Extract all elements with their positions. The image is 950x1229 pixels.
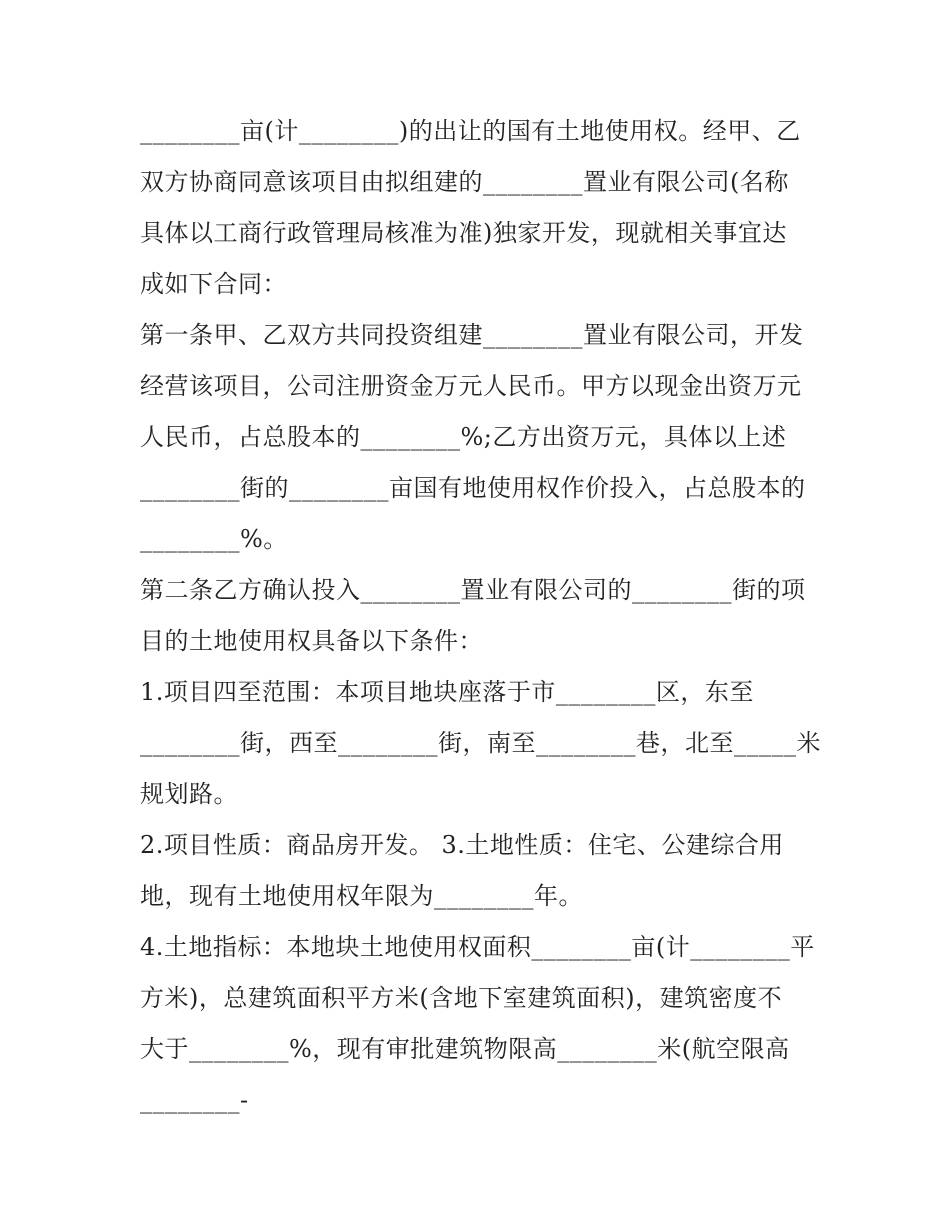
text-line: 规划路。	[140, 780, 238, 808]
article-2-line: 第二条乙方确认投入________置业有限公司的________街的项	[140, 576, 806, 604]
item-1-line: 1.项目四至范围：本项目地块座落于市________区，东至	[140, 678, 754, 706]
text-line: ________-	[140, 1086, 249, 1114]
text-line: ________%。	[140, 525, 288, 553]
text-line: ________街的________亩国有地使用权作价投入，占总股本的	[140, 474, 806, 502]
text-line: ________亩(计________)的出让的国有土地使用权。经甲、乙	[140, 117, 801, 145]
text-line: 方米)，总建筑面积平方米(含地下室建筑面积)，建筑密度不	[140, 984, 783, 1012]
document-page	[140, 106, 820, 1126]
item-4-line: 4.土地指标：本地块土地使用权面积________亩(计________平	[140, 933, 815, 961]
item-2-3-line: 2.项目性质：商品房开发。 3.土地性质：住宅、公建综合用	[140, 831, 784, 859]
text-line: 人民币，占总股本的________%;乙方出资万元，具体以上述	[140, 423, 787, 451]
text-line: 经营该项目，公司注册资金万元人民币。甲方以现金出资万元	[140, 372, 802, 400]
text-line: 大于________%，现有审批建筑物限高________米(航空限高	[140, 1035, 790, 1063]
text-line: 成如下合同：	[140, 270, 287, 298]
text-line: ________街，西至________街，南至________巷，北至_____米	[140, 729, 821, 757]
text-line: 具体以工商行政管理局核准为准)独家开发，现就相关事宜达	[140, 219, 787, 247]
text-line: 地，现有土地使用权年限为________年。	[140, 882, 583, 910]
article-1-line: 第一条甲、乙双方共同投资组建________置业有限公司，开发	[140, 321, 804, 349]
text-line: 目的土地使用权具备以下条件：	[140, 627, 483, 655]
text-line: 双方协商同意该项目由拟组建的________置业有限公司(名称	[140, 168, 789, 196]
